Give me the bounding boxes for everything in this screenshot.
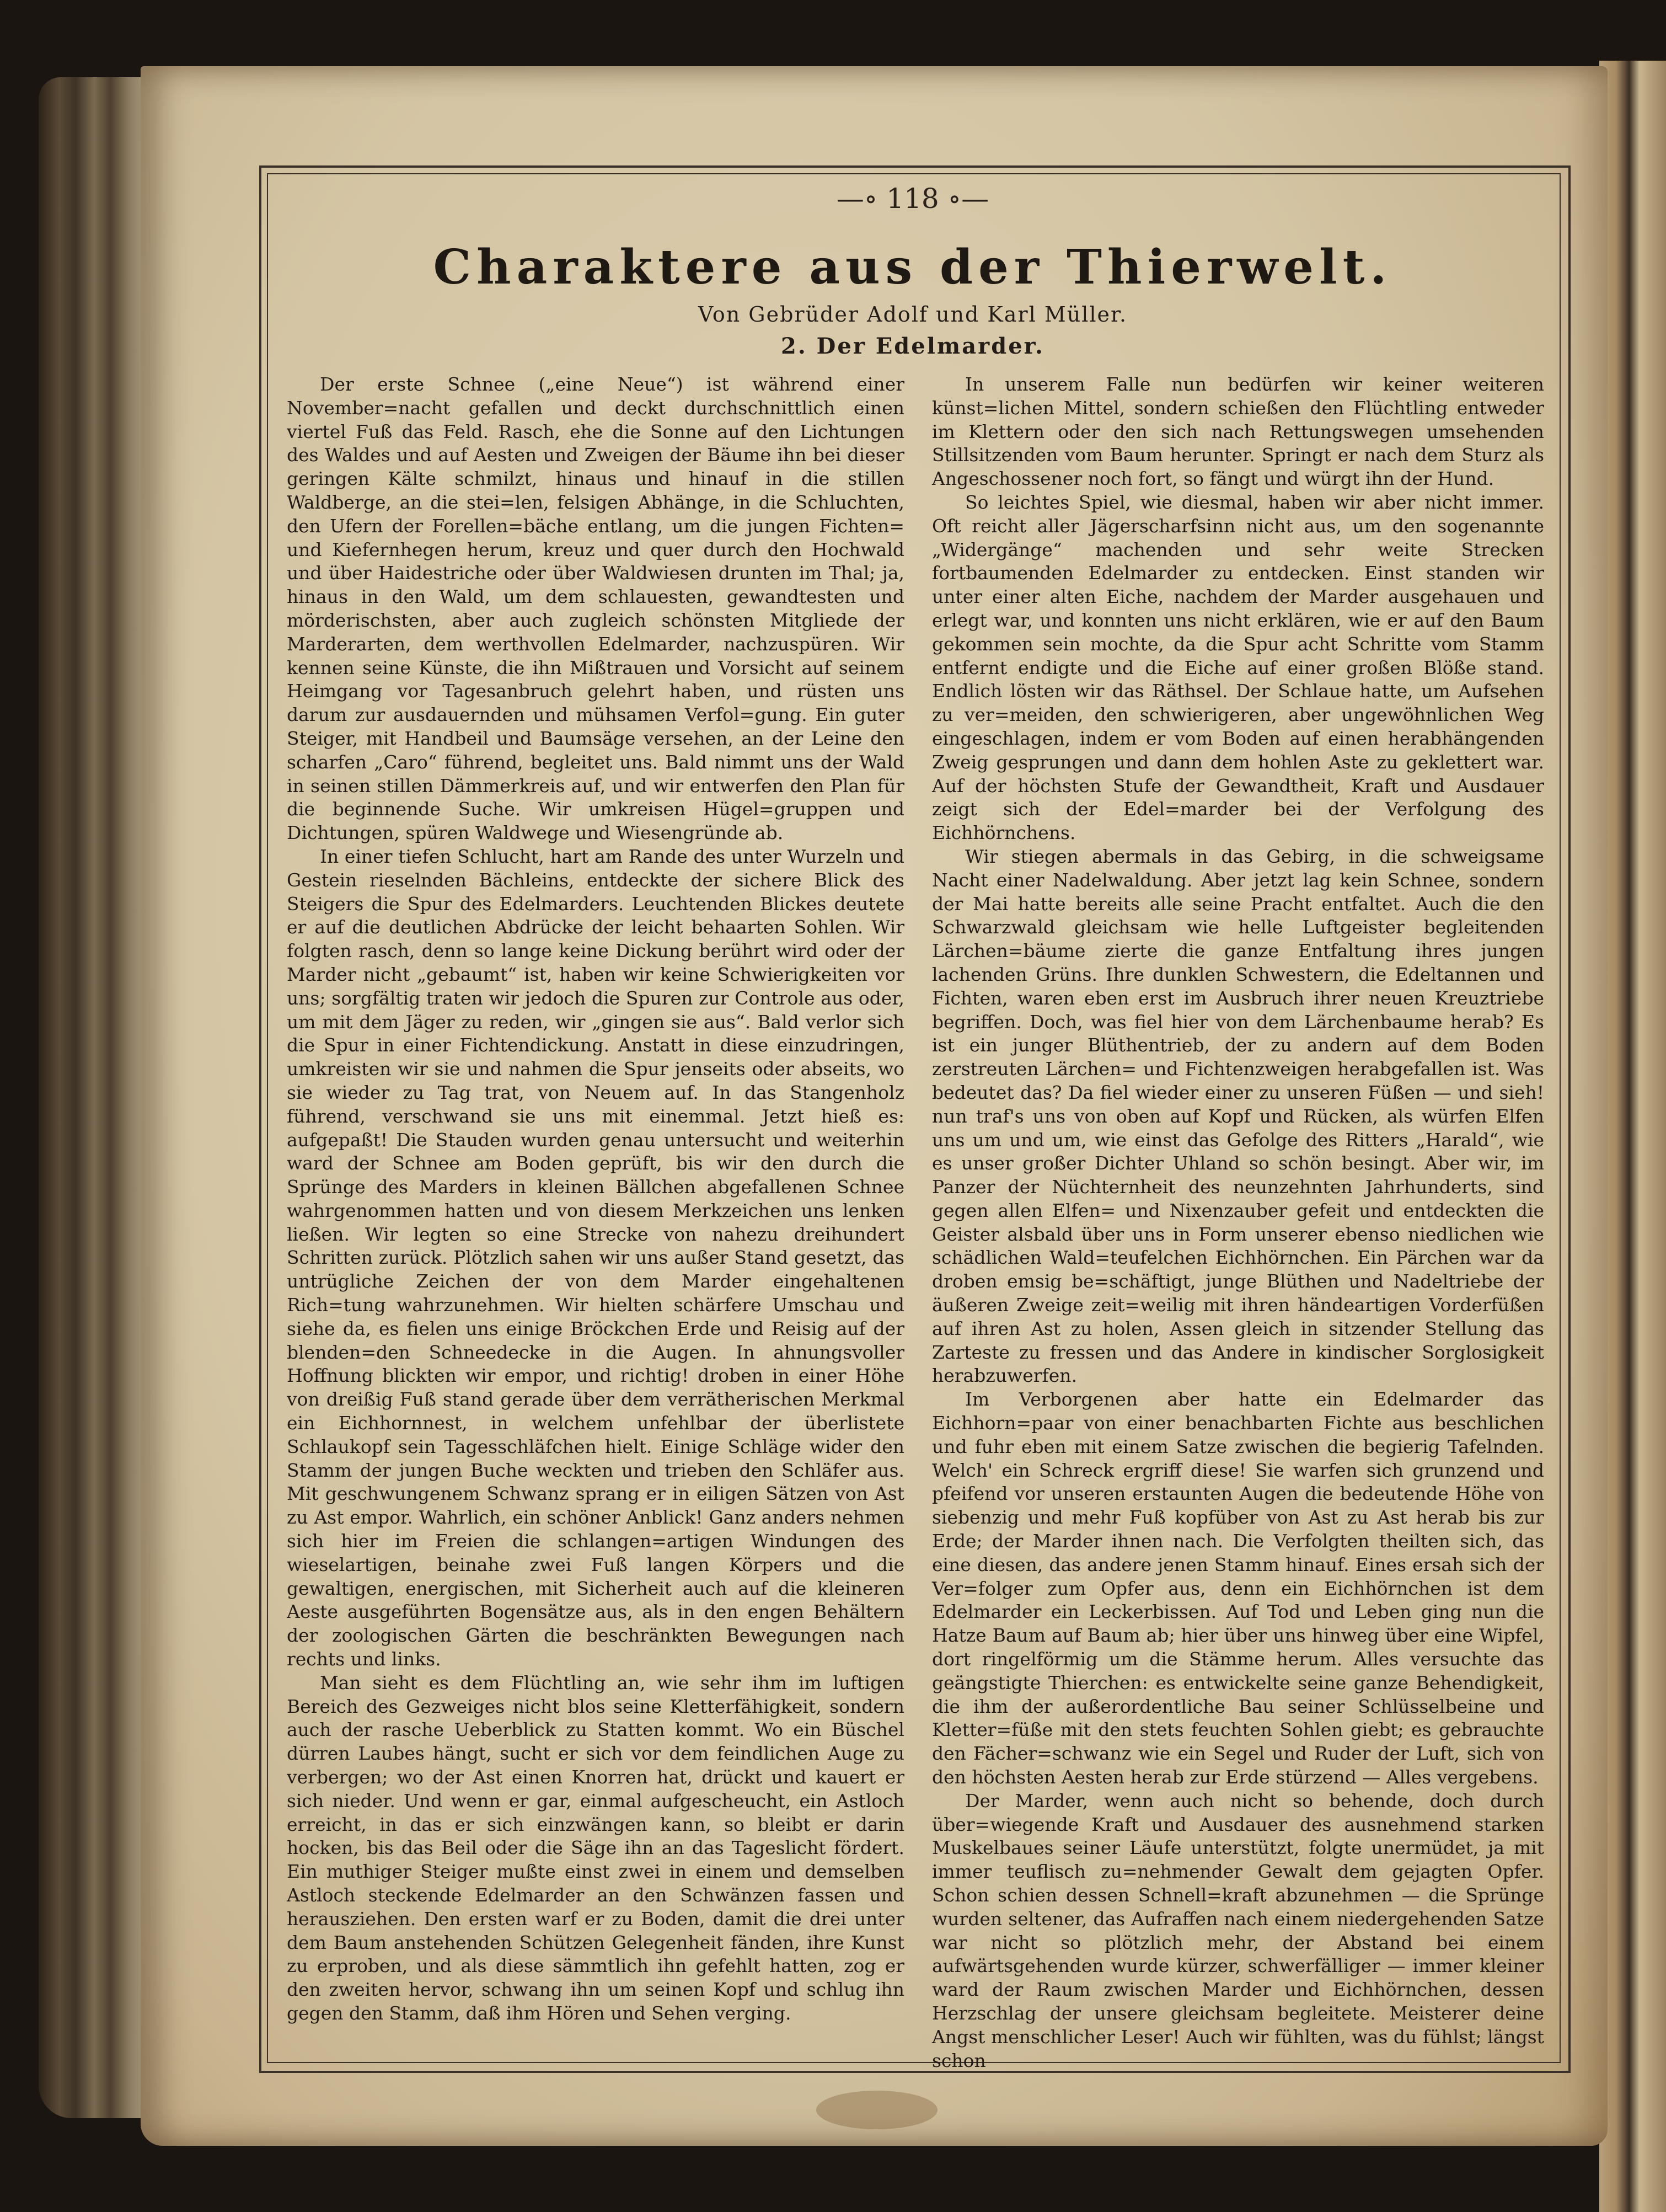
text-column-right <box>932 373 1544 2071</box>
book-edge-right <box>1599 61 1666 2212</box>
paragraph: Man sieht es dem Flüchtling an, wie sehr ihm im luftigen Bereich des Gezweiges nicht blos seine Kletterfähigkeit, sondern auch der rasche Ueberblick zu Statten kommt. Wo ein Büschel dürren Laubes hängt, sucht er sich vor dem feindlichen Auge zu verbergen; wo der Ast einen Knorren hat, drückt und kauert er sich nieder. Und wenn er gar, einmal aufgescheucht, ein Astloch erreicht, in das er sich einzwängen kann, so bleibt er darin hocken, bis das Beil oder die Säge ihn an das Tageslicht fördert. Ein muthiger Steiger mußte einst zwei in einem und demselben Astloch steckende Edelmarder an den Schwänzen fassen und herausziehen. Den ersten warf er zu Boden, damit die drei unter dem Baum anstehenden Schützen Gelegenheit fänden, ihre Kunst zu erproben, und als diese sämmtlich ihn gefehlt hatten, zog er den zweiten hervor, schwang ihn um seinen Kopf und schlug ihn gegen den Stamm, daß ihm Hören und Sehen verging. <box>287 1671 904 2024</box>
page-number: —∘ 118 ∘— <box>836 183 989 215</box>
paper-stain <box>816 2091 938 2129</box>
paragraph: Im Verborgenen aber hatte ein Edelmarder das Eichhorn=paar von einer benachbarten Fichte aus beschlichen und fuhr eben mit einem Satze zwischen die begierig Tafelnden. Welch' ein Schreck ergriff diese! Sie warfen sich grunzend und pfeifend vor unseren erstaunten Augen die bedeutende Höhe von siebenzig und mehr Fuß kopfüber von Ast zu Ast herab bis zur Erde; der Marder ihnen nach. Die Verfolgten theilten sich, das eine diesen, das andere jenen Stamm hinauf. Eines ersah sich der Ver=folger zum Opfer aus, denn ein Eichhörnchen ist dem Edelmarder ein Leckerbissen. Auf Tod und Leben ging nun die Hatze Baum auf Baum ab; hier über uns hinweg über eine Wipfel, dort ringelförmig um die Stämme herum. Alles versuchte das geängstigte Thierchen: es entwickelte seine ganze Behendigkeit, die ihm der außerordentliche Bau seiner Schlüsselbeine und Kletter=füße mit den stets feuchten Sohlen giebt; es gebrauchte den Fächer=schwanz wie ein Segel und Ruder der Luft, sich von den höchsten Aesten herab zur Erde stürzend — Alles vergebens. <box>932 1388 1544 1788</box>
paragraph: So leichtes Spiel, wie diesmal, haben wir aber nicht immer. Oft reicht aller Jägerscharfsinn nicht aus, um den sogenannte „Widergänge“ machenden und sehr weite Strecken fortbaumenden Edelmarder zu entdecken. Einst standen wir unter einer alten Eiche, nachdem der Marder ausgehauen und erlegt war, und konnten uns nicht erklären, wie er auf den Baum gekommen sein mochte, da die Spur acht Schritte vom Stamm entfernt endigte und die Eiche auf einer großen Blöße stand. Endlich lösten wir das Räthsel. Der Schlaue hatte, um Aufsehen zu ver=meiden, den schwierigeren, aber ungewöhnlichen Weg eingeschlagen, indem er vom Boden auf einen herabhängenden Zweig gesprungen und dann dem hohlen Aste zu geklettert war. Auf der höchsten Stufe der Gewandtheit, Kraft und Ausdauer zeigt sich der Edel=marder bei der Verfolgung des Eichhörnchens. <box>932 491 1544 844</box>
paragraph: Wir stiegen abermals in das Gebirg, in die schweigsame Nacht einer Nadelwaldung. Aber jetzt lag kein Schnee, sondern der Mai hatte bereits alle seine Pracht entfaltet. Auch die den Schwarzwald gleichsam wie helle Luftgeister begleitenden Lärchen=bäume zierte die ganze Entfaltung ihres jungen lachenden Grüns. Ihre dunklen Schwestern, die Edeltannen und Fichten, waren eben erst im Ausbruch ihrer neuen Kreuztriebe begriffen. Doch, was fiel hier von dem Lärchenbaume herab? Es ist ein junger Blüthentrieb, der zu andern auf dem Boden zerstreuten Lärchen= und Fichtenzweigen herabgefallen ist. Was bedeutet das? Da fiel wieder einer zu unseren Füßen — und sieh! nun traf's uns von oben auf Kopf und Rücken, als würfen Elfen uns um und um, wie einst das Gefolge des Ritters „Harald“, wie es unser großer Dichter Uhland so schön besingt. Aber wir, im Panzer der Nüchternheit des neunzehnten Jahrhunderts, sind gegen allen Elfen= und Nixenzauber gefeit und entdeckten die Geister alsbald über uns in Form unserer ebenso niedlichen wie schädlichen Wald=teufelchen Eichhörnchen. Ein Pärchen war da droben emsig be=schäftigt, junge Blüthen und Nadeltriebe der äußeren Zweige zeit=weilig mit ihren händeartigen Vorderfüßen auf ihren Ast zu holen, Assen gleich in sitzender Stellung das Zarteste zu fressen und das Andere in kindischer Sorglosigkeit herabzuwerfen. <box>932 845 1544 1387</box>
text-column-left <box>287 373 904 2039</box>
article-subtitle: 2. Der Edelmarder. <box>781 333 1044 359</box>
paragraph: In unserem Falle nun bedürfen wir keiner weiteren künst=lichen Mittel, sondern schießen den Flüchtling entweder im Klettern oder den sich nach Rettungswegen umsehenden Stillsitzenden vom Baum herunter. Springt er nach dem Sturz als Angeschossener noch fort, so fängt und würgt ihn der Hund. <box>932 373 1544 490</box>
paragraph: Der Marder, wenn auch nicht so behende, doch durch über=wiegende Kraft und Ausdauer des ausnehmend starken Muskelbaues seiner Läufe unterstützt, folgte unermüdet, ja mit immer teuflisch zu=nehmender Gewalt dem gejagten Opfer. Schon schien dessen Schnell=kraft abzunehmen — die Sprünge wurden seltener, das Aufraffen nach einem niedergehenden Satze war nicht so plötzlich mehr, der Abstand bei einem aufwärtsgehenden wurde kürzer, schwerfälliger — immer kleiner ward der Raum zwischen Marder und Eichhörnchen, dessen Herzschlag der unsere gleichsam begleitete. Meisterer deine Angst menschlicher Leser! Auch wir fühlten, was du fühlst; längst schon <box>932 1789 1544 2071</box>
article-title: Charaktere aus der Thierwelt. <box>433 239 1392 295</box>
paragraph: In einer tiefen Schlucht, hart am Rande des unter Wurzeln und Gestein rieselnden Bächleins, entdeckte der sichere Blick des Steigers die Spur des Edelmarders. Leuchtenden Blickes deutete er auf die deutlichen Abdrücke der leicht behaarten Sohlen. Wir folgten rasch, denn so lange keine Dickung berührt wird oder der Marder nicht „gebaumt“ ist, haben wir keine Schwierigkeiten vor uns; sorgfältig traten wir jedoch die Spuren zur Controle aus oder, um mit dem Jäger zu reden, wir „gingen sie aus“. Bald verlor sich die Spur in einer Fichtendickung. Anstatt in diese einzudringen, umkreisten wir sie und nahmen die Spur jenseits oder abseits, wo sie wieder zu Tag trat, von Neuem auf. In das Stangenholz führend, verschwand sie uns mit einemmal. Jetzt hieß es: aufgepaßt! Die Stauden wurden genau untersucht und weiterhin ward der Schnee am Boden geprüft, bis wir den durch die Sprünge des Marders in kleinen Bällchen abgefallenen Schnee wahrgenommen hatten und von diesem Merkzeichen uns lenken ließen. Wir legten so eine Strecke von nahezu dreihundert Schritten zurück. Plötzlich sahen wir uns außer Stand gesetzt, das untrügliche Zeichen der von dem Marder eingehaltenen Rich=tung wahrzunehmen. Wir hielten schärfere Umschau und siehe da, es fielen uns einige Bröckchen Erde und Reisig auf der blenden=den Schneedecke in die Augen. In ahnungsvoller Hoffnung blickten wir empor, und richtig! droben in einer Höhe von dreißig Fuß stand gerade über dem verrätherischen Merkmal ein Eichhornnest, in welchem unfehlbar der überlistete Schlaukopf sein Tagesschläfchen hielt. Einige Schläge wider den Stamm der jungen Buche weckten und trieben den Schläfer aus. Mit geschwungenem Schwanz sprang er in eiligen Sätzen von Ast zu Ast empor. Wahrlich, ein schöner Anblick! Ganz anders nehmen sich hier im Freien die schlangen=artigen Windungen des wieselartigen, beinahe zwei Fuß langen Körpers und die gewaltigen, energischen, mit Sicherheit auch auf die kleineren Aeste ausgeführten Bogensätze aus, als in den engen Behältern der zoologischen Gärten die beschränkten Bewegungen nach rechts und links. <box>287 845 904 1670</box>
paragraph: Der erste Schnee („eine Neue“) ist während einer November=nacht gefallen und deckt durchschnittlich einen viertel Fuß das Feld. Rasch, ehe die Sonne auf den Lichtungen des Waldes und auf Aesten und Zweigen der Bäume ihn bei dieser geringen Kälte schmilzt, hinaus und hinauf in die stillen Waldberge, an die stei=len, felsigen Abhänge, in die Schluchten, den Ufern der Forellen=bäche entlang, um die jungen Fichten= und Kiefernhegen herum, kreuz und quer durch den Hochwald und über Haidestriche oder über Waldwiesen drunten im Thal; ja, hinaus in den Wald, um dem schlauesten, gewandtesten und mörderischsten, aber auch zugleich schönsten Mitgliede der Marderarten, dem werthvollen Edelmarder, nachzuspüren. Wir kennen seine Künste, die ihn Mißtrauen und Vorsicht auf seinem Heimgang vor Tagesanbruch gelehrt haben, und rüsten uns darum zur ausdauernden und mühsamen Verfol=gung. Ein guter Steiger, mit Handbeil und Baumsäge versehen, an der Leine den scharfen „Caro“ führend, begleitet uns. Bald nimmt uns der Wald in seinen stillen Dämmerkreis auf, und wir entwerfen den Plan für die beginnende Suche. Wir umkreisen Hügel=gruppen und Dichtungen, spüren Waldwege und Wiesengründe ab. <box>287 373 904 844</box>
article-byline: Von Gebrüder Adolf und Karl Müller. <box>698 302 1128 327</box>
book-edge-left <box>39 77 154 2118</box>
